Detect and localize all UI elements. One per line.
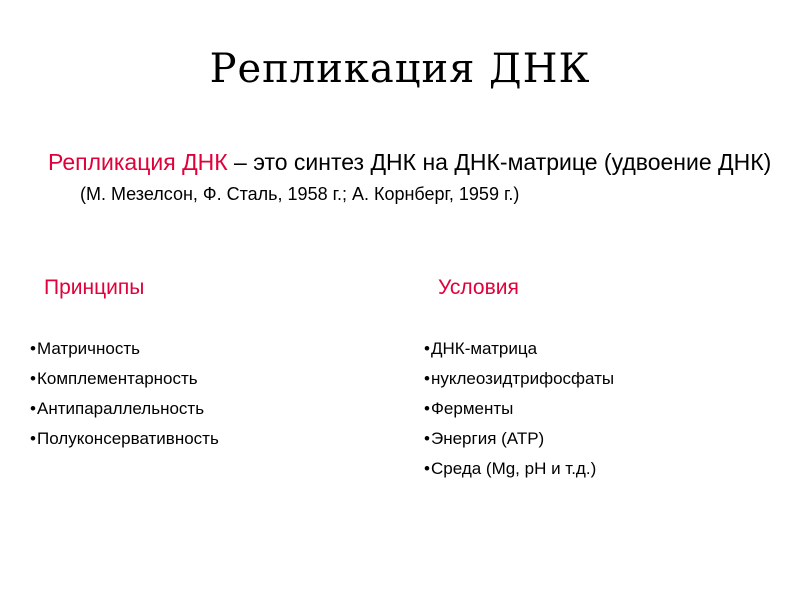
condition-label: Ферменты (431, 399, 514, 418)
bullet-icon: • (30, 399, 36, 418)
bullet-icon: • (424, 459, 430, 478)
bullet-icon: • (424, 399, 430, 418)
list-item (424, 454, 614, 484)
definition-term: Репликация ДНК (48, 149, 228, 175)
definition-paragraph (48, 147, 800, 209)
condition-label: ДНК-матрица (431, 339, 538, 358)
principle-label: Полуконсервативность (37, 429, 219, 448)
condition-label: Среда (Mg, pH и т.д.) (431, 459, 597, 478)
list-item (30, 394, 219, 424)
principle-label: Матричность (37, 339, 141, 358)
bullet-icon: • (424, 369, 430, 388)
slide-title: Репликация ДНК (209, 46, 591, 92)
conditions-heading: Условия (438, 276, 519, 299)
list-item (424, 424, 614, 454)
principle-label: Комплементарность (37, 369, 198, 388)
definition-references: (М. Мезелсон, Ф. Сталь, 1958 г.; А. Корнберг, 1959 г.) (80, 184, 520, 204)
list-item (424, 334, 614, 364)
bullet-icon: • (30, 429, 36, 448)
condition-label: нуклеозидтрифосфаты (431, 369, 615, 388)
list-item (424, 364, 614, 394)
list-item (30, 334, 219, 364)
principles-heading: Принципы (44, 276, 145, 299)
bullet-icon: • (424, 429, 430, 448)
bullet-icon: • (30, 369, 36, 388)
list-item (424, 394, 614, 424)
list-item (30, 424, 219, 454)
principle-label: Антипараллельность (37, 399, 205, 418)
conditions-list (424, 334, 614, 484)
definition-text: – это синтез ДНК на ДНК-матрице (удвоение ДНК) (227, 149, 772, 175)
bullet-icon: • (424, 339, 430, 358)
principles-list (30, 334, 219, 454)
bullet-icon: • (30, 339, 36, 358)
condition-label: Энергия (АТР) (431, 429, 545, 448)
list-item (30, 364, 219, 394)
